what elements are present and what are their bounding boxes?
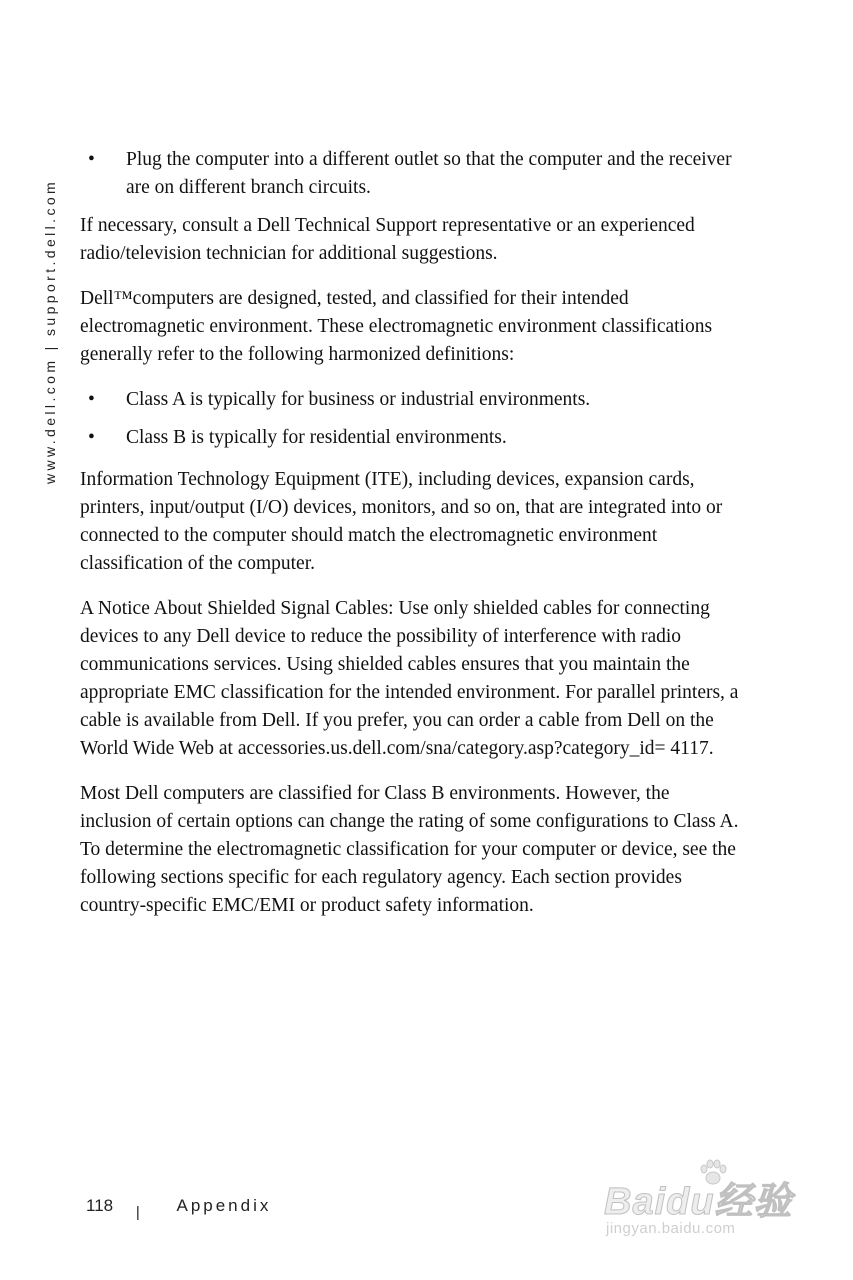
bullet-text: Class B is typically for residential environments. (126, 427, 507, 448)
paragraph-ite: Information Technology Equipment (ITE), including devices, expansion cards, printers, input/output (I/O) devices, monitors, and so on, that are integrated into or connected to the computer should match the electromagnetic environment classification of the computer. (80, 469, 723, 574)
bullet-dot: • (88, 149, 95, 170)
page-footer (86, 1196, 272, 1221)
paragraph-support: If necessary, consult a Dell Technical Support representative or an experienced radio/television technician for additional suggestions. (80, 215, 695, 264)
baidu-watermark (604, 1158, 804, 1248)
bullet-text: Plug the computer into a different outlet so that the computer and the receiver are on different branch circuits. (126, 149, 732, 198)
section-name: Appendix (176, 1196, 272, 1215)
watermark-logo: Baidu经验 (604, 1181, 793, 1223)
page-content (80, 146, 740, 937)
bullet-item (80, 424, 740, 452)
bullet-text: Class A is typically for business or industrial environments. (126, 389, 591, 410)
bullet-item (80, 146, 740, 202)
paragraph-environment: Dell™computers are designed, tested, and classified for their intended electromagnetic environment. These electromagnetic environment classifications generally refer to the following harmonized definitions: (80, 288, 713, 365)
class-list (80, 386, 740, 452)
paragraph-shielded-cables: A Notice About Shielded Signal Cables: Use only shielded cables for connecting devices to any Dell device to reduce the possibility of interference with radio communications services. Using shielded cables ensures that you maintain the appropriate EMC classification for the intended environment. For parallel printers, a cable is available from Dell. If you prefer, you can order a cable from Dell on the World Wide Web at accessories.us.dell.com/sna/category.asp?category_id= 4117. (80, 598, 739, 759)
paragraph-classification: Most Dell computers are classified for Class B environments. However, the inclusion of certain options can change the rating of some configurations to Class A. To determine the electromagnetic classification for your computer or device, see the following sections specific for each regulatory agency. Each section provides country-specific EMC/EMI or product safety information. (80, 783, 739, 916)
watermark-url: jingyan.baidu.com (606, 1220, 736, 1237)
side-url-banner: www.dell.com | support.dell.com (42, 178, 58, 484)
bullet-dot: • (88, 389, 95, 410)
footer-separator: | (135, 1204, 140, 1221)
bullet-dot: • (88, 427, 95, 448)
bullet-item (80, 386, 740, 414)
page-number: 118 (86, 1196, 114, 1215)
